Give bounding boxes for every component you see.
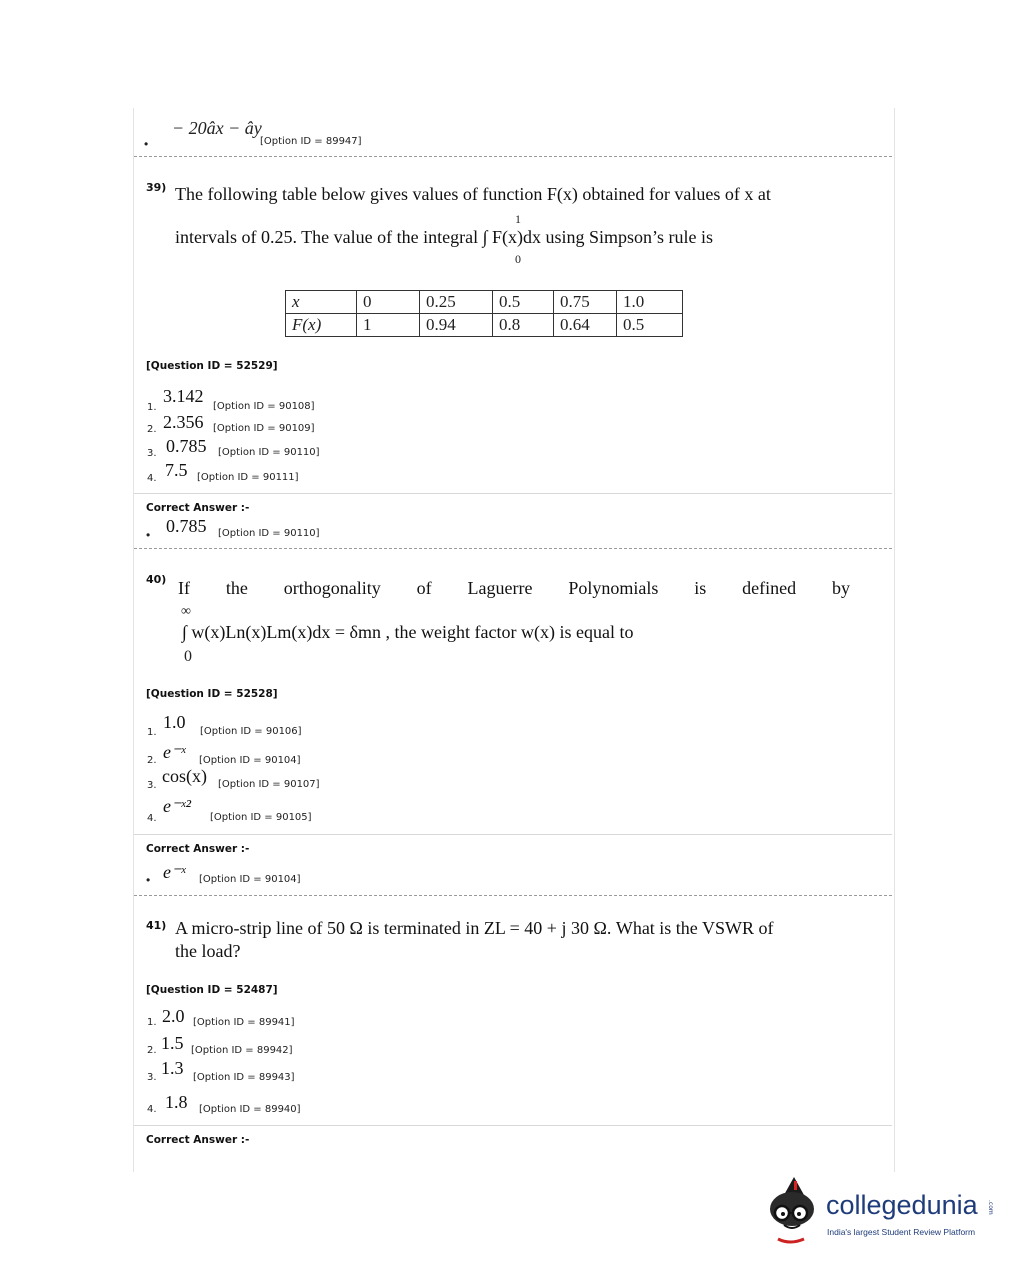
top-option-value: − 20âx − ây [172,118,262,138]
correct-answer-id: [Option ID = 90104] [199,874,301,885]
option-id: [Option ID = 90107] [218,779,320,790]
option-id: [Option ID = 90109] [213,423,315,434]
table-cell: x [286,291,357,314]
table-cell: 1 [357,314,420,337]
question-40-line2: ∫ w(x)Ln(x)Lm(x)dx = δmn , the weight factor w(x) is equal to [182,622,634,642]
option-number: 3. [147,1072,157,1083]
option-number: 3. [147,448,157,459]
option-value: 1.8 [165,1092,188,1112]
question-id: [Question ID = 52487] [146,984,278,996]
bullet: • [146,528,151,542]
option-value: 7.5 [165,460,188,480]
table-row [286,291,683,314]
separator [134,548,892,549]
option-id: [Option ID = 90105] [210,812,312,823]
table-cell: 0.94 [420,314,493,337]
integral-lower-limit: 0 [184,648,192,665]
correct-answer-label: Correct Answer :- [146,502,250,514]
integral-lower-limit: 0 [515,252,521,266]
correct-answer-id: [Option ID = 90110] [218,528,320,539]
top-option-id: [Option ID = 89947] [260,136,362,147]
option-number: 3. [147,780,157,791]
divider [134,1125,892,1126]
option-id: [Option ID = 90110] [218,447,320,458]
correct-answer-value: e⁻ˣ [163,862,186,882]
word: is [694,578,707,598]
option-value: 0.785 [166,436,207,456]
option-value: 2.356 [163,412,204,432]
table-cell: F(x) [286,314,357,337]
option-value: e⁻ˣ [163,742,186,762]
word: Laguerre [467,578,533,598]
question-39-line2: intervals of 0.25. The value of the integral ∫ F(x)dx using Simpson’s rule is [175,227,714,247]
option-number: 1. [147,1017,157,1028]
option-value: 1.3 [161,1058,184,1078]
integral-upper-limit: ∞ [181,604,191,619]
collegedunia-logo-mascot-icon [764,1175,828,1245]
option-id: [Option ID = 89940] [199,1104,301,1115]
option-value: e⁻ˣ² [163,796,191,816]
table-cell: 0.25 [420,291,493,314]
question-39-line1: The following table below gives values of function F(x) obtained for values of x at [175,184,771,204]
bullet: • [146,873,151,887]
separator [134,156,892,157]
table-cell: 0.75 [554,291,617,314]
integral-upper-limit: 1 [515,212,521,226]
separator [134,895,892,896]
option-value: 3.142 [163,386,204,406]
option-number: 4. [147,1104,157,1115]
question-40-line1 [178,578,850,599]
divider [134,834,892,835]
question-number: 39) [146,181,167,194]
question-id: [Question ID = 52529] [146,360,278,372]
function-table [285,290,683,337]
logo-tagline: India's largest Student Review Platform [827,1227,976,1237]
word: by [831,578,850,598]
option-value: 1.5 [161,1033,184,1053]
table-cell: 0.5 [493,291,554,314]
option-id: [Option ID = 89943] [193,1072,295,1083]
correct-answer-value: 0.785 [166,516,207,536]
logo-dotcom: .com [987,1200,994,1215]
option-id: [Option ID = 89942] [191,1045,293,1056]
option-number: 2. [147,755,157,766]
option-id: [Option ID = 90108] [213,401,315,412]
logo-name: collegedunia [826,1190,978,1220]
option-number: 4. [147,813,157,824]
question-41-line1: A micro-strip line of 50 Ω is terminated in ZL = 40 + j 30 Ω. What is the VSWR of [175,918,774,938]
option-id: [Option ID = 89941] [193,1017,295,1028]
option-id: [Option ID = 90111] [197,472,299,483]
option-id: [Option ID = 90104] [199,755,301,766]
option-value: 2.0 [162,1006,185,1026]
question-41-line2: the load? [175,941,241,961]
question-id: [Question ID = 52528] [146,688,278,700]
option-number: 1. [147,727,157,738]
option-value: cos(x) [162,766,207,786]
word: defined [742,578,797,598]
option-value: 1.0 [163,712,186,732]
question-number: 41) [146,919,167,932]
question-number: 40) [146,573,167,586]
table-cell: 0.64 [554,314,617,337]
word: If [178,578,190,598]
option-id: [Option ID = 90106] [200,726,302,737]
bullet: • [144,137,149,151]
option-number: 1. [147,402,157,413]
correct-answer-label: Correct Answer :- [146,843,250,855]
table-cell: 1.0 [617,291,683,314]
divider [134,493,892,494]
option-number: 4. [147,473,157,484]
option-number: 2. [147,424,157,435]
word: orthogonality [283,578,381,598]
word: of [416,578,432,598]
table-row [286,314,683,337]
option-number: 2. [147,1045,157,1056]
word: the [225,578,248,598]
correct-answer-label: Correct Answer :- [146,1134,250,1146]
word: Polynomials [568,578,659,598]
table-cell: 0.5 [617,314,683,337]
table-cell: 0.8 [493,314,554,337]
table-cell: 0 [357,291,420,314]
